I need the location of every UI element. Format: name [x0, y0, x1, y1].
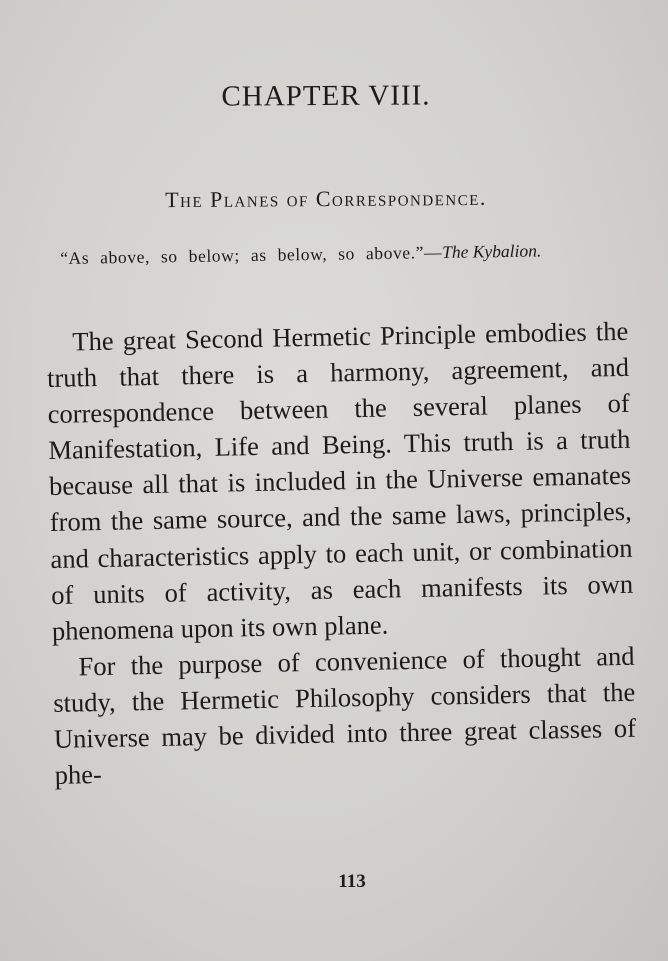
body-text [46, 313, 637, 793]
epigraph-source: The Kybalion. [441, 240, 542, 262]
paragraph-1: The great Second Hermetic Principle embodies the truth that there is a harmony, agreement, and correspondence between the several planes of Manifestation, Life and Being. This truth is a truth because all that is included in the Universe emanates from the same source, and the same laws, principles, and characteristics apply to each unit, or combination of units of activity, as each manifests its own phenomena upon its own plane. [46, 315, 634, 646]
section-title: The Planes of Correspondence. [165, 184, 487, 213]
epigraph-quote: “As above, so below; as below, so above.”— [60, 241, 443, 268]
epigraph [60, 235, 620, 273]
page-number: 113 [338, 871, 366, 892]
chapter-heading: CHAPTER VIII. [221, 79, 431, 113]
paragraph-2: For the purpose of convenience of thought and study, the Hermetic Philosophy considers that the Universe may be divided into three great classes of phe- [52, 640, 637, 791]
